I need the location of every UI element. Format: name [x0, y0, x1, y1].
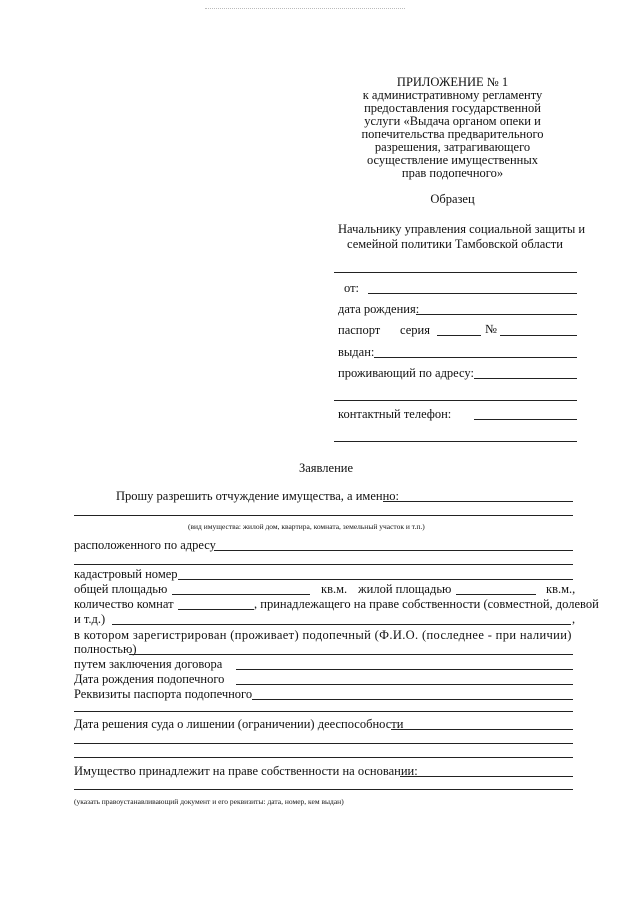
issued-field[interactable] — [374, 357, 577, 358]
appendix-line-4: попечительства предварительного — [361, 127, 544, 141]
ward-birth-label: Дата рождения подопечного — [74, 672, 225, 686]
extra-line[interactable] — [334, 441, 577, 442]
etc-text: и т.д.) — [74, 612, 106, 626]
etc-comma: , — [572, 612, 576, 626]
series-label: серия — [400, 323, 430, 337]
request-field[interactable] — [383, 501, 573, 502]
cadastral-label: кадастровый номер — [74, 567, 178, 581]
number-field[interactable] — [500, 335, 577, 336]
appendix-line-1: к административному регламенту — [362, 88, 543, 102]
total-area-field[interactable] — [172, 594, 310, 595]
court-decision-field[interactable] — [391, 729, 573, 730]
applicant-line-blank[interactable] — [334, 272, 577, 273]
ward-passport-label: Реквизиты паспорта подопечного — [74, 687, 253, 701]
appendix-line-2: предоставления государственной — [364, 101, 541, 115]
phone-field[interactable] — [474, 419, 577, 420]
ownership-basis-field[interactable] — [400, 776, 573, 777]
addressee-line-2: семейной политики Тамбовской области — [347, 237, 563, 251]
property-field[interactable] — [74, 515, 573, 516]
sqm-1: кв.м. — [321, 582, 348, 596]
court-decision-field-2[interactable] — [74, 743, 573, 744]
passport-label: паспорт — [338, 323, 381, 337]
located-at-field[interactable] — [214, 550, 573, 551]
appendix-line-7: прав подопечного» — [401, 166, 504, 180]
doc-hint: (указать правоустанавливающий документ и его реквизиты: дата, номер, кем выдан) — [74, 797, 344, 806]
fully-field[interactable] — [129, 654, 573, 655]
phone-label: контактный телефон: — [338, 407, 452, 421]
sqm-2: кв.м., — [546, 582, 576, 596]
court-decision-label: Дата решения суда о лишении (ограничении) дееспособности — [74, 717, 404, 731]
rooms-label: количество комнат — [74, 597, 174, 611]
address-label: проживающий по адресу: — [338, 366, 474, 380]
request-text: Прошу разрешить отчуждение имущества, а именно: — [116, 489, 399, 503]
sample-label: Образец — [430, 192, 475, 206]
address-field-2[interactable] — [334, 400, 577, 401]
contract-label: путем заключения договора — [74, 657, 223, 671]
fully-text: полностью) — [74, 642, 137, 656]
living-area-field[interactable] — [456, 594, 536, 595]
birth-date-label: дата рождения: — [338, 302, 420, 316]
appendix-title: ПРИЛОЖЕНИЕ № 1 — [396, 75, 509, 89]
ward-passport-field-2[interactable] — [74, 711, 573, 712]
property-type-hint: (вид имущества: жилой дом, квартира, комната, земельный участок и т.п.) — [188, 522, 425, 531]
living-area-label: жилой площадью — [358, 582, 452, 596]
number-label: № — [485, 322, 497, 336]
total-area-label: общей площадью — [74, 582, 168, 596]
cadastral-field[interactable] — [178, 579, 573, 580]
contract-field[interactable] — [236, 669, 573, 670]
located-at-field-2[interactable] — [74, 564, 573, 565]
from-field[interactable] — [368, 293, 577, 294]
located-at-label: расположенного по адресу — [74, 538, 216, 552]
series-field[interactable] — [437, 335, 481, 336]
rooms-field[interactable] — [178, 609, 254, 610]
etc-field[interactable] — [112, 624, 571, 625]
ownership-basis-label: Имущество принадлежит на праве собственности на основании: — [74, 764, 418, 778]
court-decision-field-3[interactable] — [74, 757, 573, 758]
appendix-line-5: разрешения, затрагивающего — [374, 140, 531, 154]
issued-label: выдан: — [338, 345, 375, 359]
appendix-line-6: осуществление имущественных — [366, 153, 538, 167]
statement-title: Заявление — [299, 461, 354, 475]
addressee-line-1: Начальнику управления социальной защиты и — [338, 222, 586, 236]
ownership-basis-field-2[interactable] — [74, 789, 573, 790]
ward-passport-field[interactable] — [252, 699, 573, 700]
registered-text: в котором зарегистрирован (проживает) подопечный (Ф.И.О. (последнее - при наличии) — [74, 628, 572, 642]
ownership-text: , принадлежащего на праве собственности (совместной, долевой — [254, 597, 599, 611]
from-label: от: — [344, 281, 360, 295]
birth-date-field[interactable] — [416, 314, 577, 315]
ward-birth-field[interactable] — [236, 684, 573, 685]
appendix-line-3: услуги «Выдача органом опеки и — [364, 114, 541, 128]
address-field[interactable] — [474, 378, 577, 379]
scan-artifact — [205, 8, 405, 9]
